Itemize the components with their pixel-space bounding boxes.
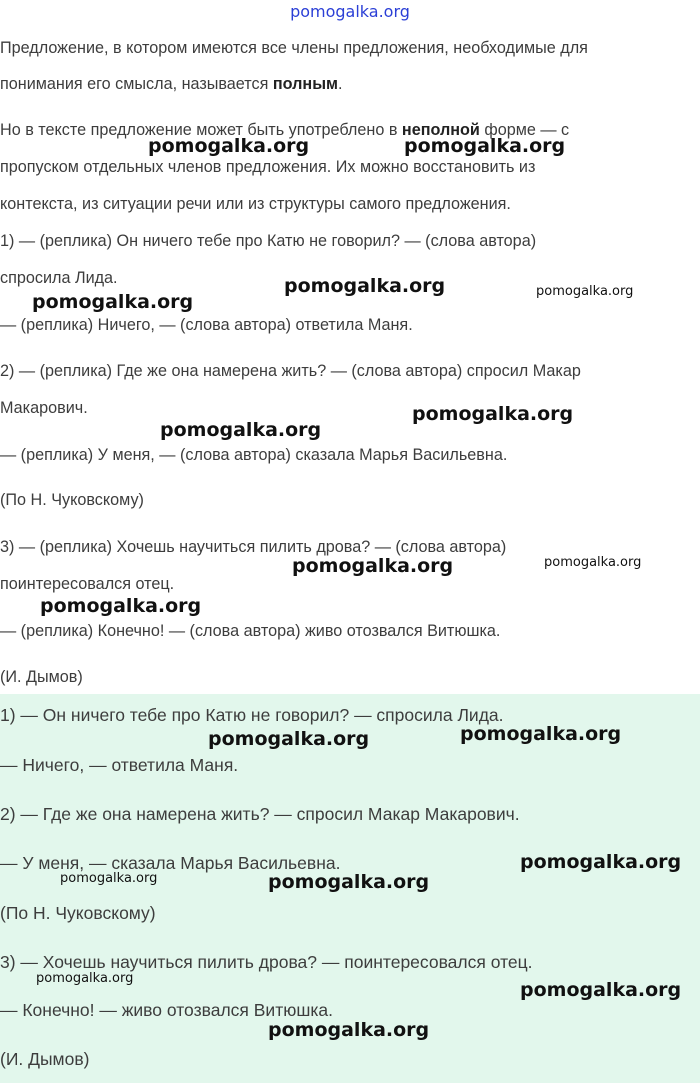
watermark: pomogalka.org [292,555,454,577]
task-line: спросила Лида. [0,269,118,287]
watermark: pomogalka.org [148,135,310,157]
theory-line: понимания его смысла, называется полным. [0,75,343,93]
answer-line: — Конечно! — живо отозвался Витюшка. [0,1000,334,1020]
answer-line: — У меня, — сказала Марья Васильевна. [0,853,341,873]
task-citation: (И. Дымов) [0,668,83,686]
theory-line: Но в тексте предложение может быть употреблено в неполной форме — с [0,121,570,139]
answer-line: 3) — Хочешь научиться пилить дрова? — поинтересовался отец. [0,952,533,972]
watermark: pomogalka.org [32,291,194,313]
watermark: pomogalka.org [404,135,566,157]
watermark: pomogalka.org [208,728,370,750]
task-line: 1) — (реплика) Он ничего тебе про Катю не говорил? — (слова автора) [0,232,537,250]
task-line: 3) — (реплика) Хочешь научиться пилить дрова? — (слова автора) [0,538,507,556]
watermark: pomogalka.org [520,851,682,873]
answer-line: — Ничего, — ответила Маня. [0,755,239,775]
term-full: полным [272,75,338,93]
watermark: pomogalka.org [268,1019,430,1041]
task-line: — (реплика) У меня, — (слова автора) сказала Марья Васильевна. [0,446,508,464]
task-line: — (реплика) Ничего, — (слова автора) ответила Маня. [0,316,413,334]
task-line: 2) — (реплика) Где же она намерена жить? — (слова автора) спросил Макар [0,362,581,380]
term-incomplete: неполной [401,121,480,139]
answer-line: 1) — Он ничего тебе про Катю не говорил? — спросила Лида. [0,705,504,725]
watermark: pomogalka.org [544,555,642,570]
watermark: pomogalka.org [520,979,682,1001]
task-line: поинтересовался отец. [0,575,175,593]
watermark: pomogalka.org [284,275,446,297]
task-line: — (реплика) Конечно! — (слова автора) живо отозвался Витюшка. [0,622,501,640]
watermark: pomogalka.org [412,403,574,425]
watermark: pomogalka.org [460,723,622,745]
task-citation: (По Н. Чуковскому) [0,491,144,509]
answer-citation: (По Н. Чуковскому) [0,903,156,923]
watermark: pomogalka.org [36,971,134,986]
answer-line: 2) — Где же она намерена жить? — спросил Макар Макарович. [0,804,520,824]
watermark: pomogalka.org [536,284,634,299]
site-title[interactable]: pomogalka.org [290,2,410,21]
answer-citation: (И. Дымов) [0,1049,90,1069]
theory-line: Предложение, в котором имеются все члены предложения, необходимые для [0,39,588,57]
watermark: pomogalka.org [60,871,158,886]
task-line: Макарович. [0,399,88,417]
watermark: pomogalka.org [268,871,430,893]
watermark: pomogalka.org [40,595,202,617]
theory-line: контекста, из ситуации речи или из структуры самого предложения. [0,195,511,213]
theory-line: пропуском отдельных членов предложения. Их можно восстановить из [0,158,536,176]
watermark: pomogalka.org [160,419,322,441]
